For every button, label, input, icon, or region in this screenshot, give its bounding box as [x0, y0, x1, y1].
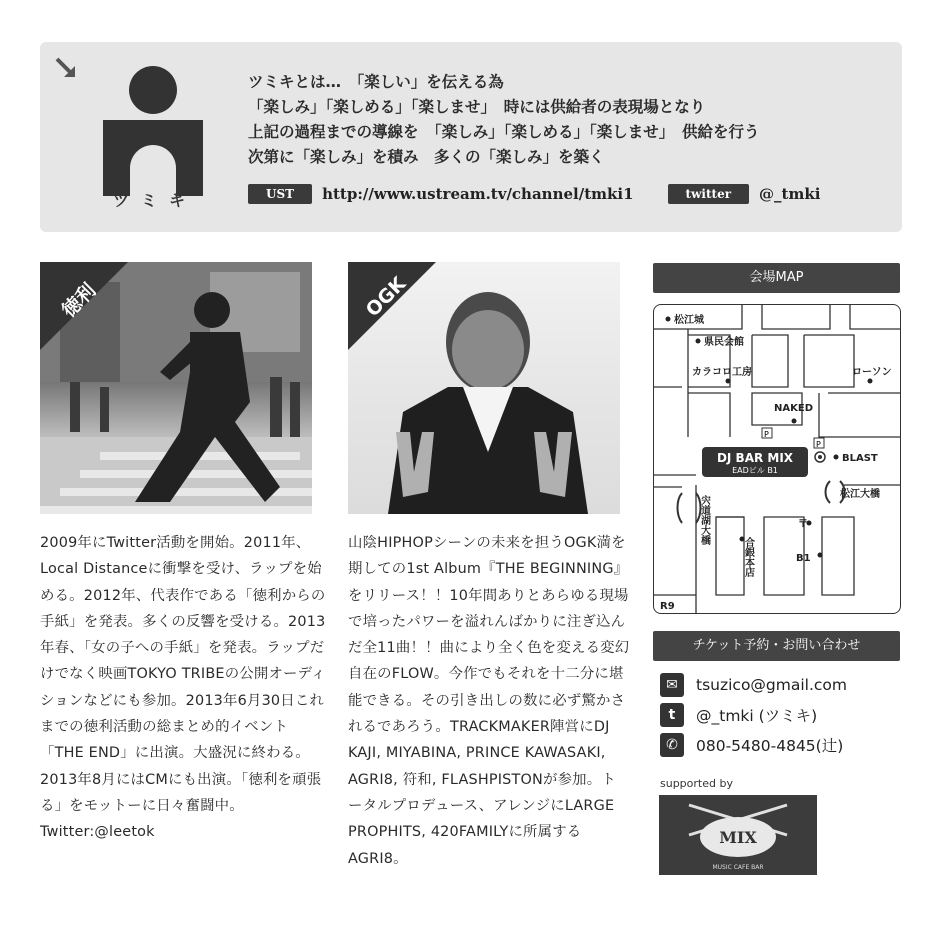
artist-bio-tokuri	[40, 530, 330, 846]
map-label: BLAST	[842, 453, 878, 464]
sponsor-logo	[659, 795, 817, 875]
bio-text: 2009年にTwitter活動を開始。2011年、Local Distanceに衝撃を受け、ラップを始める。2012年、代表作である「徳利からの手紙」を発表。多くの反響を受ける。2013年春、「女の子への手紙」を発表。ラップだけでなく映画TOKYO TRIBEの公開オーディションなどにも参加。2013年6月30日これまでの徳利活動の総まとめ的イベント「THE END」に出演。大盛況に終わる。2013年8月にはCMにも出演。「徳利を頑張る」をモットーに日々奮闘中。	[40, 535, 326, 814]
bio-text: 山陰HIPHOPシーンの未来を担うOGK満を期しての1st Album『THE BEGINNING』をリリース！！10年間ありとあらゆる現場で培ったパワーを溢れんばかりに注ぎ込んだ全11曲！！曲により全く色を変える変幻自在のFLOW。今作でもそれを十二分に堪能できる。その引き出しの数に必ず驚かされるであろう。TRACKMAKER陣営にDJ KAJI, MIYABINA, PRINCE KAWASAKI, AGRI8, 符和, FLASHPISTONが参加。トータルプロデュース、アレンジにLARGE PROPHITS, 420FAMILYに所属するAGRI8。	[348, 535, 630, 867]
artist-name-tag: 徳利	[57, 279, 101, 322]
tumblr-icon: t	[660, 703, 684, 727]
email-link[interactable]: tsuzico@gmail.com	[696, 676, 848, 694]
parking-icon: P	[816, 440, 821, 449]
svg-text:MIX: MIX	[719, 828, 757, 847]
mail-icon: ✉	[660, 673, 684, 697]
map-label: 県民会館	[704, 337, 744, 348]
venue-name: DJ BAR MIX	[716, 451, 794, 465]
arrow-icon	[54, 56, 80, 82]
artist-photo-ogk	[348, 262, 620, 514]
phone-number[interactable]: 080-5480-4845(辻)	[696, 737, 844, 755]
tickets-header: チケット予約・お問い合わせ	[653, 631, 900, 661]
venue-sub: EADビル B1	[732, 466, 778, 475]
map-label: ローソン	[852, 367, 892, 378]
map-label: カラコロ工房	[692, 367, 752, 378]
map-label: 松江大橋	[840, 489, 880, 500]
phone-icon: ✆	[660, 733, 684, 757]
twitter-tag: twitter	[668, 184, 749, 204]
venue-map	[653, 304, 901, 614]
map-drawing	[654, 305, 900, 613]
artist-photo-tokuri	[40, 262, 312, 514]
ust-link[interactable]: http://www.ustream.tv/channel/tmki1	[322, 185, 634, 203]
intro-text	[248, 70, 760, 170]
intro-line: ツミキとは… 「楽しい」を伝える為	[248, 73, 504, 91]
map-label: NAKED	[774, 403, 813, 414]
link-row	[248, 184, 820, 204]
intro-line: 「楽しみ」「楽しめる」「楽しませ」 時には供給者の表現場となり	[248, 98, 706, 116]
intro-line: 次第に「楽しみ」を積み 多くの「楽しみ」を築く	[248, 148, 605, 166]
map-header: 会場MAP	[653, 263, 900, 293]
ust-tag: UST	[248, 184, 312, 204]
map-label: 〒	[798, 519, 808, 530]
contact-twitter	[660, 703, 817, 727]
artist-bio-ogk	[348, 530, 630, 872]
map-label-vertical: 合銀本店	[742, 537, 754, 577]
map-label: 松江城	[674, 315, 704, 326]
twitter-contact[interactable]: @_tmki (ツミキ)	[696, 707, 818, 725]
intro-line: 上記の過程までの導線を 「楽しみ」「楽しめる」「楽しませ」 供給を行う	[248, 123, 760, 141]
supported-by-label: supported by	[660, 777, 733, 790]
contact-phone	[660, 733, 843, 757]
tsumiki-logo	[88, 58, 218, 208]
contact-email	[660, 673, 847, 697]
twitter-link[interactable]: @_tmki	[759, 185, 821, 203]
sponsor-logo-art	[659, 795, 817, 875]
map-label: B1	[796, 553, 811, 564]
artist-name-tag: OGK	[361, 272, 411, 322]
map-label-vertical: 宍道湖大橋	[698, 495, 710, 545]
artist-twitter: Twitter:@leetok	[40, 824, 155, 841]
map-label: R9	[660, 601, 675, 612]
parking-icon: P	[764, 430, 769, 439]
logo-name: ツミキ	[112, 191, 197, 210]
sponsor-subtext: MUSIC CAFE BAR	[712, 864, 764, 871]
